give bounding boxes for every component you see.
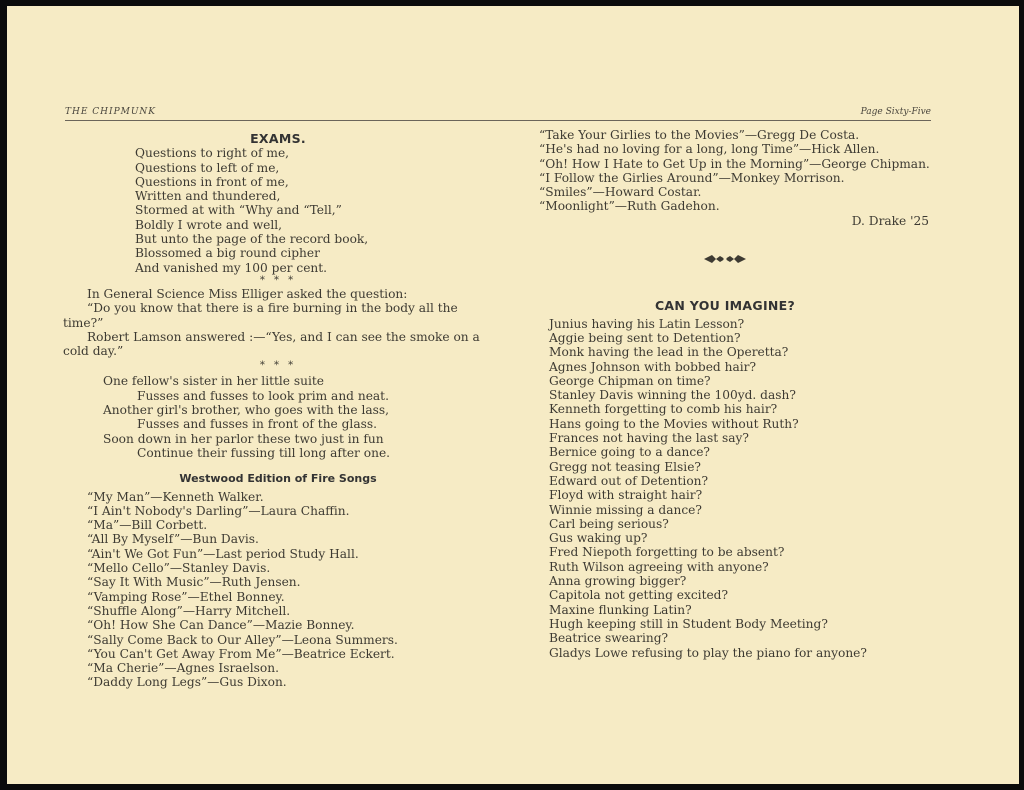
- exams-title: EXAMS.: [250, 131, 306, 146]
- list-item: “Take Your Girlies to the Movies”—Gregg De Costa.: [539, 128, 860, 142]
- list-item: “Say It With Music”—Ruth Jensen.: [87, 575, 301, 590]
- list-item: “Sally Come Back to Our Alley”—Leona Summers.: [87, 632, 398, 647]
- list-item: Junius having his Latin Lesson?: [549, 316, 745, 331]
- verse-line: Continue their fussing till long after one.: [137, 445, 391, 460]
- list-item: Gladys Lowe refusing to play the piano for anyone?: [549, 645, 867, 660]
- imagine-title: CAN YOU IMAGINE?: [654, 298, 796, 314]
- list-item: Agnes Johnson with bobbed hair?: [549, 359, 756, 374]
- list-item: “Oh! How I Hate to Get Up in the Morning”—George Chipman.: [539, 156, 930, 171]
- list-item: Edward out of Detention?: [549, 473, 709, 488]
- poem-line: Blossomed a big round cipher: [135, 246, 320, 261]
- list-item: Gus waking up?: [549, 531, 648, 546]
- poem-line: Questions to right of me,: [135, 146, 290, 161]
- poem-line: Boldly I wrote and well,: [135, 217, 283, 232]
- fire-songs-continued: [515, 128, 935, 214]
- list-item: “Shuffle Along”—Harry Mitchell.: [87, 603, 291, 618]
- list-item: Aggie being sent to Detention?: [549, 330, 741, 345]
- list-item: “He's had no loving for a long, long Time”—Hick Allen.: [539, 142, 880, 157]
- list-item: “Smiles”—Howard Costar.: [539, 185, 702, 200]
- list-item: “Daddy Long Legs”—Gus Dixon.: [87, 675, 287, 690]
- imagine-list: [515, 317, 935, 660]
- list-item: Carl being serious?: [549, 516, 669, 531]
- verse-line: Fusses and fusses to look prim and neat.: [137, 388, 389, 403]
- verse-line: Soon down in her parlor these two just in fun: [103, 431, 384, 446]
- poem-line: Questions to left of me,: [135, 160, 280, 175]
- list-item: Beatrice swearing?: [549, 631, 669, 646]
- list-item: Winnie missing a dance?: [549, 502, 702, 517]
- ornament-icon: [515, 252, 935, 269]
- author-signature: D. Drake '25: [851, 213, 929, 228]
- verse-line: Another girl's brother, who goes with the lass,: [103, 403, 390, 418]
- left-column: [63, 132, 493, 690]
- poem-line: Questions in front of me,: [135, 174, 289, 189]
- list-item: Anna growing bigger?: [549, 574, 687, 589]
- list-item: “Ma”—Bill Corbett.: [87, 518, 208, 533]
- page-scan: [7, 6, 1019, 784]
- list-item: Floyd with straight hair?: [549, 488, 703, 503]
- section-separator: * * *: [259, 360, 297, 372]
- poem-line: But unto the page of the record book,: [135, 232, 369, 247]
- verse-line: Fusses and fusses in front of the glass.: [137, 417, 377, 432]
- list-item: George Chipman on time?: [549, 373, 711, 388]
- fire-songs-title: Westwood Edition of Fire Songs: [179, 472, 377, 486]
- poem-line: And vanished my 100 per cent.: [135, 260, 328, 275]
- list-item: Fred Niepoth forgetting to be absent?: [549, 545, 785, 560]
- list-item: “All By Myself”—Bun Davis.: [87, 532, 259, 547]
- science-paragraph: In General Science Miss Elliger asked the question:: [87, 286, 408, 301]
- header-page-number: Page Sixty-Five: [860, 107, 931, 117]
- list-item: “Moonlight”—Ruth Gadehon.: [539, 199, 720, 214]
- poem-line: Written and thundered,: [135, 189, 281, 204]
- list-item: Hans going to the Movies without Ruth?: [549, 416, 799, 431]
- poem-line: Stormed at with “Why and “Tell,”: [135, 203, 342, 218]
- list-item: Capitola not getting excited?: [549, 588, 729, 603]
- list-item: Gregg not teasing Elsie?: [549, 459, 701, 474]
- science-paragraph: Robert Lamson answered :—“Yes, and I can see the smoke on a cold day.”: [63, 329, 480, 359]
- list-item: “My Man”—Kenneth Walker.: [87, 489, 264, 504]
- list-item: “Ma Cherie”—Agnes Israelson.: [87, 661, 279, 676]
- verse-line: One fellow's sister in her little suite: [103, 374, 324, 389]
- fire-songs-list: [63, 490, 493, 690]
- list-item: “You Can't Get Away From Me”—Beatrice Eckert.: [87, 646, 395, 661]
- section-separator: * * *: [259, 274, 297, 286]
- list-item: “Ain't We Got Fun”—Last period Study Hall.: [87, 546, 359, 561]
- right-column: [515, 128, 935, 660]
- header-journal-title: THE CHIPMUNK: [65, 107, 157, 117]
- list-item: “Oh! How She Can Dance”—Mazie Bonney.: [87, 618, 355, 633]
- list-item: “I Ain't Nobody's Darling”—Laura Chaffin.: [87, 503, 350, 518]
- list-item: Bernice going to a dance?: [549, 445, 710, 460]
- list-item: “I Follow the Girlies Around”—Monkey Morrison.: [539, 170, 845, 185]
- list-item: “Vamping Rose”—Ethel Bonney.: [87, 589, 285, 604]
- running-header: [65, 102, 931, 121]
- list-item: Ruth Wilson agreeing with anyone?: [549, 559, 769, 574]
- exams-poem: [63, 146, 493, 275]
- list-item: “Mello Cello”—Stanley Davis.: [87, 561, 271, 576]
- science-paragraph: “Do you know that there is a fire burning in the body all the time?”: [63, 301, 458, 330]
- fussing-verse: [63, 374, 493, 460]
- list-item: Maxine flunking Latin?: [549, 602, 692, 617]
- list-item: Frances not having the last say?: [549, 431, 749, 446]
- list-item: Kenneth forgetting to comb his hair?: [549, 402, 778, 417]
- list-item: Stanley Davis winning the 100yd. dash?: [549, 388, 796, 403]
- list-item: Hugh keeping still in Student Body Meeting?: [549, 616, 828, 631]
- list-item: Monk having the lead in the Operetta?: [549, 345, 789, 360]
